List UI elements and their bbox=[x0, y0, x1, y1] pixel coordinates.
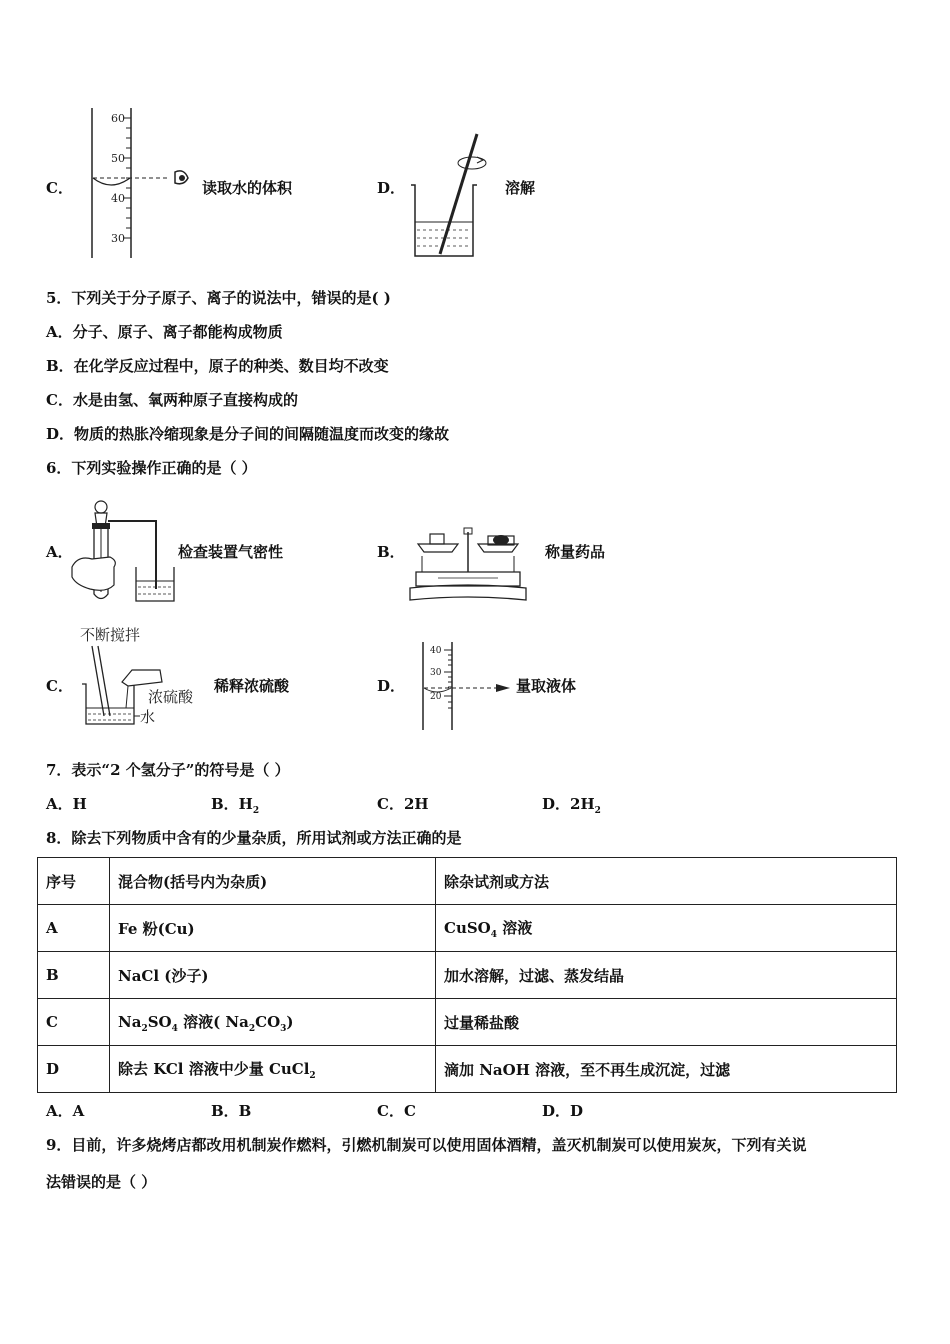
header-cell: 混合物(括号内为杂质) bbox=[110, 858, 436, 905]
row-method: 滴加 NaOH 溶液，至不再生成沉淀，过滤 bbox=[436, 1046, 897, 1093]
row-method: CuSO$_4$ 溶液 bbox=[436, 905, 897, 952]
q4-c-label: C． bbox=[46, 179, 73, 197]
q4-d-beaker-figure bbox=[405, 130, 500, 260]
row-mixture: Fe 粉(Cu) bbox=[110, 905, 436, 952]
q5-option-b: B．在化学反应过程中，原子的种类、数目均不改变 bbox=[46, 357, 389, 375]
table-row bbox=[38, 905, 897, 952]
q6-c-label: C． bbox=[46, 677, 73, 695]
q6-c-caption: 稀释浓硫酸 bbox=[214, 677, 290, 695]
row-method: 加水溶解，过滤、蒸发结晶 bbox=[436, 952, 897, 999]
q6-b-caption: 称量药品 bbox=[545, 543, 606, 561]
q8-answer-d: D．D bbox=[542, 1102, 584, 1120]
header-cell: 序号 bbox=[38, 858, 110, 905]
q7-option-d: D．$2H_2$ bbox=[542, 795, 601, 816]
q6-c-note-water: 水 bbox=[140, 708, 156, 726]
row-id: C bbox=[38, 999, 110, 1046]
q9-line-2: 法错误的是（ ） bbox=[46, 1173, 157, 1191]
q6-c-dilution-figure bbox=[74, 624, 214, 732]
q8-stem: 8．除去下列物质中含有的少量杂质，所用试剂或方法正确的是 bbox=[46, 829, 462, 847]
row-mixture: 除去 KCl 溶液中少量 CuCl$_2$ bbox=[110, 1046, 436, 1093]
q6-stem: 6．下列实验操作正确的是（ ） bbox=[46, 459, 257, 477]
q4-c-tick-40: 40 bbox=[111, 192, 125, 205]
row-id: B bbox=[38, 952, 110, 999]
q5-option-c: C．水是由氢、氧两种原子直接构成的 bbox=[46, 391, 298, 409]
q6-d-caption: 量取液体 bbox=[516, 677, 577, 695]
q6-c-note-acid: 浓硫酸 bbox=[148, 688, 194, 706]
q8-table bbox=[37, 857, 897, 1093]
q4-d-caption: 溶解 bbox=[505, 179, 536, 197]
q7-option-a: A．H bbox=[46, 795, 87, 813]
row-mixture: NaCl (沙子) bbox=[110, 952, 436, 999]
q6-a-caption: 检查装置气密性 bbox=[178, 543, 284, 561]
q4-c-tick-50: 50 bbox=[111, 152, 125, 165]
q6-b-label: B． bbox=[377, 543, 405, 561]
q6-d-tick-40: 40 bbox=[430, 646, 442, 656]
q4-d-label: D． bbox=[377, 179, 406, 197]
q6-d-label: D． bbox=[377, 677, 406, 695]
q6-c-note-stir: 不断搅拌 bbox=[80, 626, 141, 644]
row-method: 过量稀盐酸 bbox=[436, 999, 897, 1046]
q6-a-airtight-figure bbox=[70, 497, 180, 605]
q4-c-cylinder-figure bbox=[85, 108, 205, 260]
q7-option-b: B．$H_2$ bbox=[211, 795, 260, 816]
q8-answer-a: A．A bbox=[46, 1102, 85, 1120]
table-row bbox=[38, 1046, 897, 1093]
header-cell: 除杂试剂或方法 bbox=[436, 858, 897, 905]
table-row bbox=[38, 999, 897, 1046]
q4-c-tick-30: 30 bbox=[111, 232, 125, 245]
q7-stem: 7．表示“2 个氢分子”的符号是（ ） bbox=[46, 761, 290, 779]
row-id: A bbox=[38, 905, 110, 952]
row-mixture: $Na_2SO_4$ 溶液( $Na_2CO_3$) bbox=[110, 999, 436, 1046]
q7-option-c: C．2H bbox=[377, 795, 429, 813]
q8-answer-c: C．C bbox=[377, 1102, 416, 1120]
table-header-row bbox=[38, 858, 897, 905]
q6-b-balance-figure bbox=[408, 522, 528, 604]
q6-d-measure-figure bbox=[418, 640, 518, 732]
q5-option-a: A．分子、原子、离子都能构成物质 bbox=[46, 323, 283, 341]
q4-c-caption: 读取水的体积 bbox=[202, 179, 293, 197]
table-row bbox=[38, 952, 897, 999]
q8-answer-b: B．B bbox=[211, 1102, 252, 1120]
q4-c-tick-60: 60 bbox=[111, 112, 125, 125]
eye-icon bbox=[496, 684, 510, 692]
q9-line-1: 9．目前，许多烧烤店都改用机制炭作燃料，引燃机制炭可以使用固体酒精，盖灭机制炭可以使用炭灰，下列有关说 bbox=[46, 1136, 807, 1154]
row-id: D bbox=[38, 1046, 110, 1093]
q5-stem: 5．下列关于分子原子、离子的说法中，错误的是( ) bbox=[46, 289, 391, 307]
q6-a-label: A． bbox=[46, 543, 73, 561]
q6-d-tick-30: 30 bbox=[430, 668, 442, 678]
q5-option-d: D．物质的热胀冷缩现象是分子间的间隔随温度而改变的缘故 bbox=[46, 425, 450, 443]
q6-d-tick-20: 20 bbox=[430, 692, 442, 702]
